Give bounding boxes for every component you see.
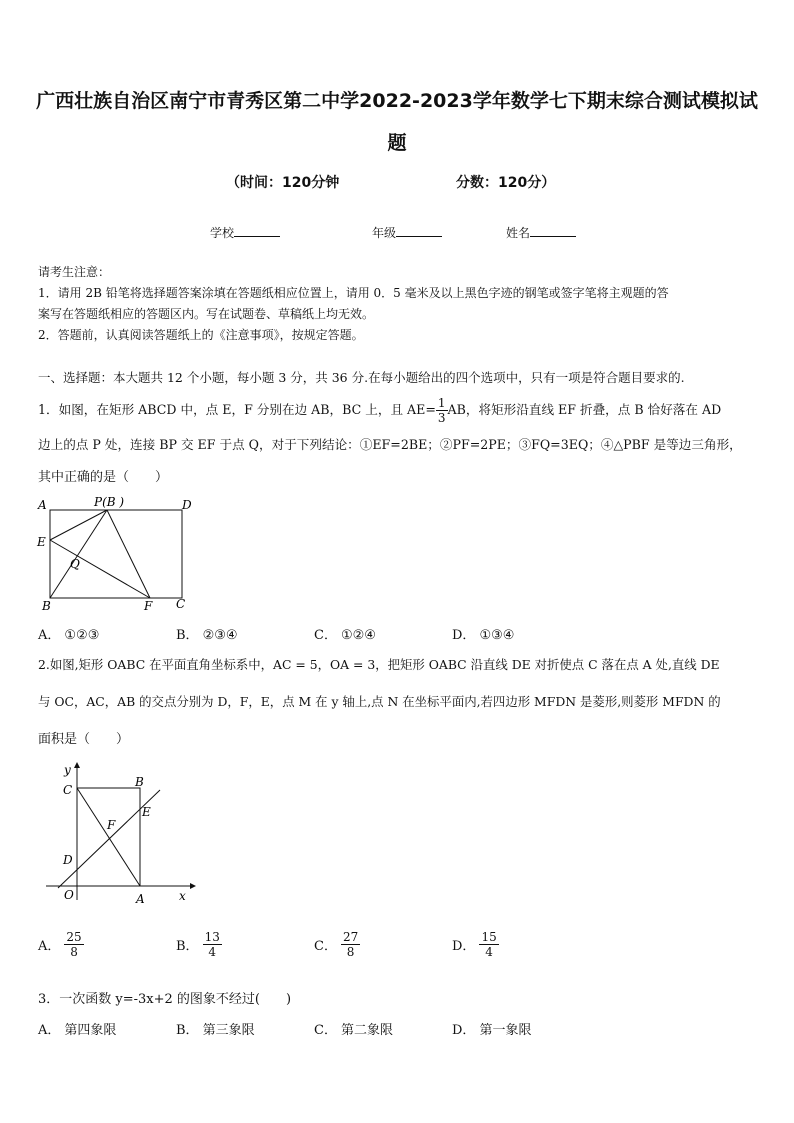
q1-segment-ef xyxy=(50,540,150,598)
q1-label-e: E xyxy=(37,535,46,549)
q1-frac-den: 3 xyxy=(437,411,446,425)
q2-option-d-num: 15 xyxy=(481,930,497,944)
q1-label-a: A xyxy=(38,498,47,512)
q2-label-o: O xyxy=(64,888,74,902)
q2-option-d-frac xyxy=(479,930,498,959)
notice-item2: 2．答题前，认真阅读答题纸上的《注意事项》，按规定答题。 xyxy=(38,328,364,342)
q2-label-b: B xyxy=(135,775,144,789)
q2-label-a: A xyxy=(136,892,145,906)
q3-option-a-text: 第四象限 xyxy=(64,1023,117,1038)
q2-label-e: E xyxy=(142,805,151,819)
q3-option-a-label: A． xyxy=(38,1023,61,1038)
q1-line1 xyxy=(38,396,768,425)
q2-y-arrow xyxy=(74,762,80,768)
q2-option-b-label: B． xyxy=(176,939,199,954)
q1-option-b-text: ②③④ xyxy=(202,628,238,643)
q1-segment-pf xyxy=(107,510,150,598)
q2-line2: 与 OC，AC，AB 的交点分别为 D，F，E，点 M 在 y 轴上,点 N 在坐标平面内,若四边形 MFDN 是菱形,则菱形 MFDN 的 xyxy=(38,694,721,709)
grade-blank xyxy=(396,224,442,237)
q2-option-b-frac xyxy=(203,930,222,959)
q1-option-a-label: A． xyxy=(38,628,61,643)
q1-line2: 边上的点 P 处，连接 BP 交 EF 于点 Q，对于下列结论：①EF=2BE；②PF=2PE；③FQ=3EQ；④△PBF 是等边三角形， xyxy=(38,437,742,452)
q2-option-c-frac xyxy=(341,930,360,959)
q1-frac-num: 1 xyxy=(437,396,446,410)
q1-label-d: D xyxy=(182,498,192,512)
notice-item1-line2: 案写在答题纸相应的答题区内。写在试题卷、草稿纸上均无效。 xyxy=(38,307,375,321)
q2-option-c-num: 27 xyxy=(342,930,359,944)
q2-label-c: C xyxy=(63,783,73,797)
q2-label-f: F xyxy=(107,818,116,832)
q2-option-c[interactable] xyxy=(314,930,360,959)
page-title-line2: 题 xyxy=(387,132,407,154)
q3-option-c[interactable] xyxy=(314,1019,393,1038)
q1-label-b: B xyxy=(42,599,51,613)
name-blank xyxy=(530,224,576,237)
q2-option-d-label: D． xyxy=(452,939,476,954)
q2-option-b-num: 13 xyxy=(204,930,220,944)
q3-option-d-label: D． xyxy=(452,1023,476,1038)
q2-diagonal-ca xyxy=(77,788,140,886)
q1-line1-b: AB，将矩形沿直线 EF 折叠，点 B 恰好落在 AD xyxy=(447,402,722,417)
q3-option-c-text: 第二象限 xyxy=(340,1023,393,1038)
q1-option-b[interactable] xyxy=(176,624,238,643)
grade-field xyxy=(372,224,442,241)
q1-option-a-text: ①②③ xyxy=(64,628,100,643)
q1-label-q: Q xyxy=(70,557,80,571)
section1-heading: 一、选择题：本大题共 12 个小题，每小题 3 分，共 36 分.在每小题给出的四个选项中，只有一项是符合题目要求的. xyxy=(38,370,685,385)
q1-label-c: C xyxy=(176,597,186,611)
q1-label-f: F xyxy=(144,599,153,613)
q2-option-a[interactable] xyxy=(38,930,84,959)
page-title-line1: 广西壮族自治区南宁市青秀区第二中学2022-2023学年数学七下期末综合测试模拟试 xyxy=(36,90,758,112)
q3-option-d-text: 第一象限 xyxy=(479,1023,532,1038)
q1-option-c-label: C． xyxy=(314,628,337,643)
q1-option-c-text: ①②④ xyxy=(340,628,376,643)
q3-line1: 3．一次函数 y=-3x+2 的图象不经过( ) xyxy=(38,992,292,1007)
q1-option-d-text: ①③④ xyxy=(479,628,515,643)
notice-block xyxy=(38,262,758,346)
q2-figure xyxy=(44,756,204,906)
q3-option-b-text: 第三象限 xyxy=(202,1023,255,1038)
school-label: 学校 xyxy=(210,226,235,240)
notice-item1-line1: 1．请用 2B 铅笔将选择题答案涂填在答题纸相应位置上，请用 0．5 毫米及以上黑色字迹的钢笔或签字笔将主观题的答 xyxy=(38,286,669,300)
q1-option-c[interactable] xyxy=(314,624,376,643)
q2-option-a-den: 8 xyxy=(70,945,78,959)
q1-option-d-label: D． xyxy=(452,628,476,643)
q1-label-p: P(B ) xyxy=(94,495,125,509)
q2-option-c-label: C． xyxy=(314,939,337,954)
q1-segment-bp xyxy=(50,510,107,598)
q1-option-a[interactable] xyxy=(38,624,99,643)
notice-heading: 请考生注意： xyxy=(38,265,111,279)
q1-line3: 其中正确的是（ ） xyxy=(38,470,169,485)
name-label: 姓名 xyxy=(506,226,531,240)
q2-option-b-den: 4 xyxy=(208,945,217,959)
q3-option-b-label: B． xyxy=(176,1023,199,1038)
q2-option-a-frac xyxy=(64,930,83,959)
q2-option-a-label: A． xyxy=(38,939,61,954)
q2-label-y: y xyxy=(64,763,71,777)
q2-option-c-den: 8 xyxy=(346,945,355,959)
q3-option-b[interactable] xyxy=(176,1019,255,1038)
q3-option-d[interactable] xyxy=(452,1019,531,1038)
q2-line1: 2.如图,矩形 OABC 在平面直角坐标系中，AC = 5，OA = 3，把矩形 OABC 沿直线 DE 对折使点 C 落在点 A 处,直线 DE xyxy=(38,657,720,672)
q1-segment-ep xyxy=(50,510,107,540)
q1-figure xyxy=(34,494,204,616)
school-blank xyxy=(234,224,280,237)
q1-option-b-label: B． xyxy=(176,628,199,643)
q2-line3: 面积是（ ） xyxy=(38,732,130,747)
exam-time: （时间：120分钟 xyxy=(226,175,340,191)
q2-option-b[interactable] xyxy=(176,930,222,959)
q1-fraction xyxy=(436,396,448,425)
q2-option-d-den: 4 xyxy=(485,945,493,959)
school-field xyxy=(210,224,280,241)
q1-rect-top-right xyxy=(50,510,182,598)
q2-label-x: x xyxy=(179,889,186,903)
q2-label-d: D xyxy=(63,853,73,867)
grade-label: 年级 xyxy=(372,226,397,240)
exam-score: 分数：120分） xyxy=(456,175,556,191)
q1-option-d[interactable] xyxy=(452,624,514,643)
q3-option-c-label: C． xyxy=(314,1023,337,1038)
q1-line1-a: 1．如图，在矩形 ABCD 中，点 E，F 分别在边 AB，BC 上，且 AE= xyxy=(38,402,436,417)
q2-option-d[interactable] xyxy=(452,930,499,959)
q2-x-arrow xyxy=(190,883,196,889)
name-field xyxy=(506,224,576,241)
q2-option-a-num: 25 xyxy=(66,930,82,944)
q3-option-a[interactable] xyxy=(38,1019,116,1038)
